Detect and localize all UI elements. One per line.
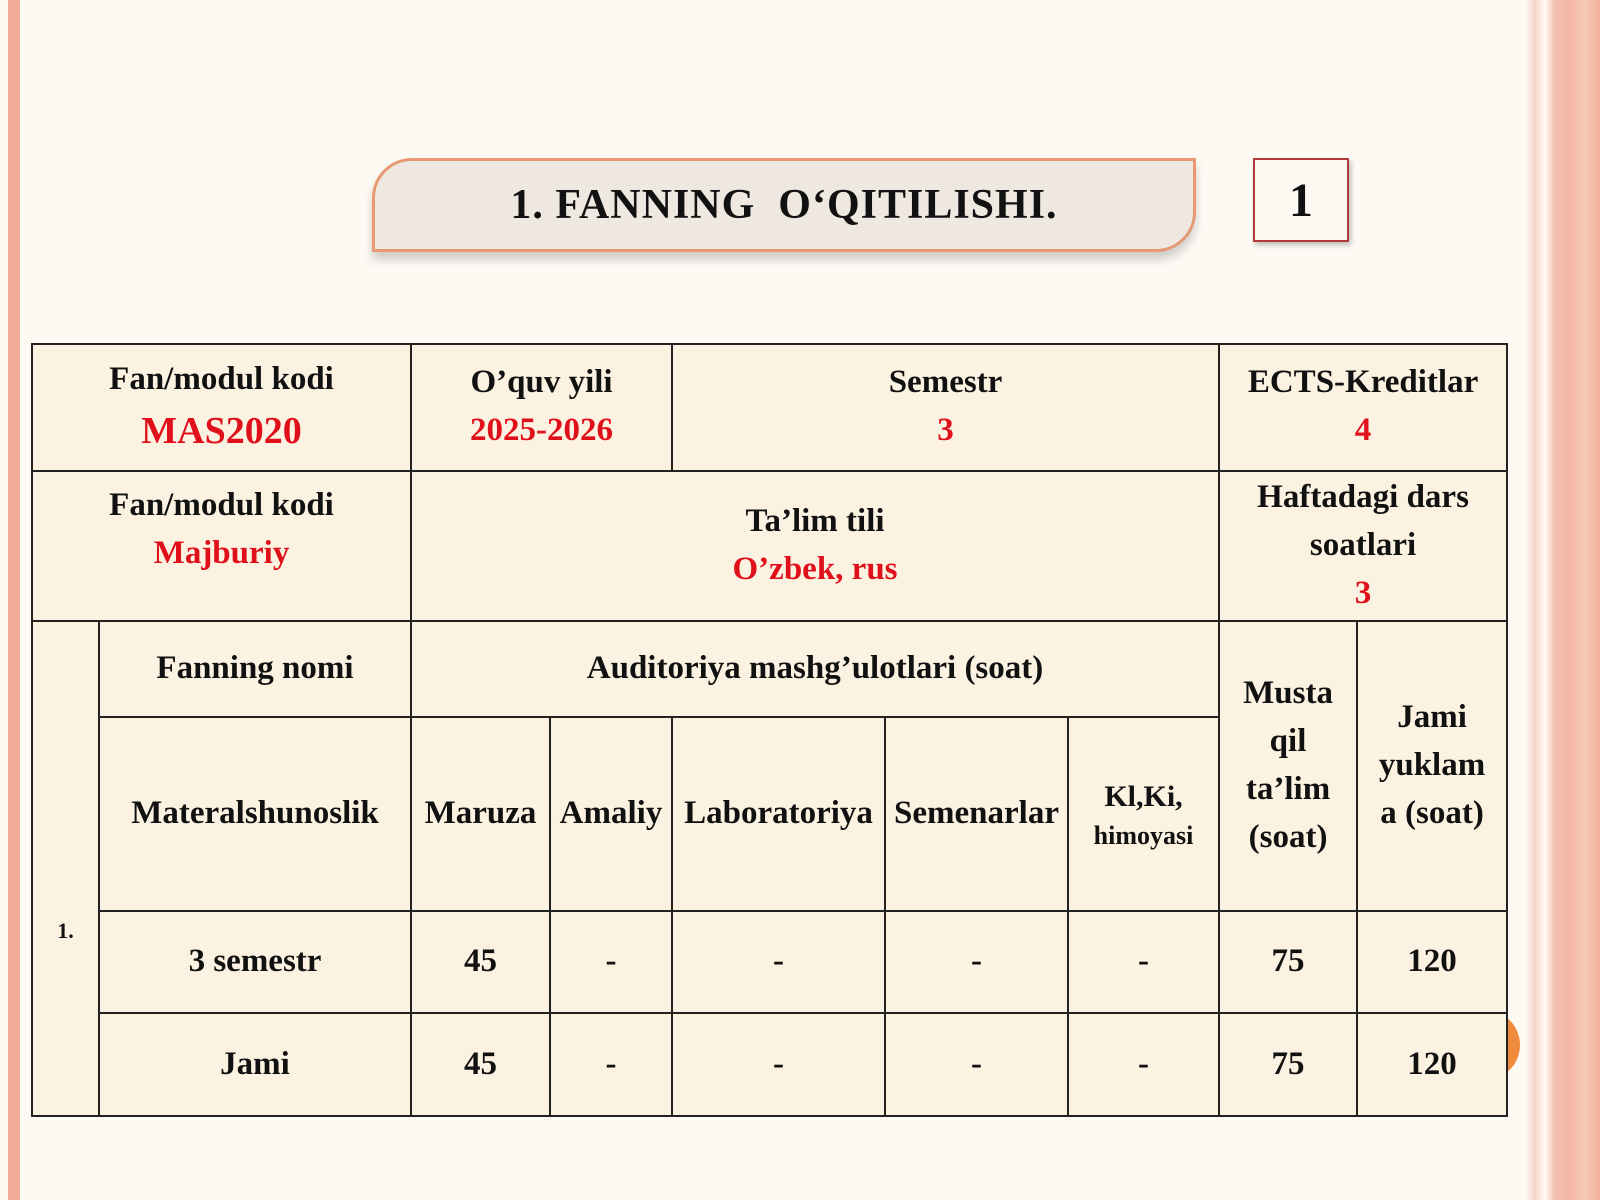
cell-kl	[1068, 1013, 1219, 1116]
left-accent-bar	[8, 0, 20, 1200]
row-name: 3 semestr	[188, 943, 322, 980]
cell-academic-year	[411, 344, 672, 471]
independent-value: 75	[1271, 1045, 1305, 1082]
total-value: 120	[1407, 943, 1457, 980]
cell-auditorium-header	[411, 621, 1219, 716]
laboratory-value: -	[773, 1045, 785, 1082]
practical-value: -	[605, 943, 617, 980]
cell-ects-credits	[1219, 344, 1507, 471]
row-name: Jami	[220, 1045, 290, 1082]
cell-subject-name-header	[99, 621, 411, 716]
independent-study-line3: ta’lim	[1245, 771, 1331, 808]
total-value: 120	[1407, 1045, 1457, 1082]
page-number: 1	[1289, 173, 1313, 227]
module-code-value: MAS2020	[141, 409, 302, 452]
cell-independent	[1219, 1013, 1357, 1116]
ects-label: ECTS-Kreditlar	[1247, 364, 1479, 401]
kl-value: -	[1138, 943, 1150, 980]
cell-practical	[550, 911, 672, 1014]
cell-weekly-hours	[1219, 471, 1507, 622]
section-number: 1.	[57, 917, 74, 943]
weekly-hours-value: 3	[1354, 574, 1372, 611]
cell-laboratory-header	[672, 717, 885, 911]
cell-independent-study-header	[1219, 621, 1357, 910]
kl-value: -	[1138, 1045, 1150, 1082]
module-code-label: Fan/modul kodi	[109, 360, 334, 397]
cell-seminars	[885, 911, 1068, 1014]
cell-lecture	[411, 1013, 550, 1116]
practical-header: Amaliy	[559, 795, 663, 831]
cell-module-type	[32, 471, 411, 622]
academic-year-value: 2025-2026	[470, 412, 614, 449]
cell-lecture-header	[411, 717, 550, 911]
lecture-value: 45	[464, 1045, 498, 1082]
semester-value: 3	[937, 412, 954, 449]
cell-module-code	[32, 344, 411, 471]
cell-total	[1357, 1013, 1507, 1116]
seminars-value: -	[971, 943, 983, 980]
module-type-label: Fan/modul kodi	[109, 486, 334, 523]
cell-independent	[1219, 911, 1357, 1014]
language-label: Ta’lim tili	[745, 503, 885, 540]
cell-semester	[672, 344, 1219, 471]
weekly-hours-label-line2: soatlari	[1309, 527, 1417, 564]
right-decorative-stripes	[1525, 0, 1600, 1200]
slide-title-text: 1. FANNING O‘QITILISHI.	[510, 182, 1058, 228]
cell-lecture	[411, 911, 550, 1014]
ects-value: 4	[1354, 412, 1372, 449]
cell-row-name	[99, 911, 411, 1014]
lecture-header: Maruza	[424, 795, 537, 831]
subject-name-header: Fanning nomi	[156, 650, 354, 687]
page-number-box	[1253, 158, 1349, 242]
independent-value: 75	[1271, 943, 1305, 980]
table-row	[32, 911, 1507, 1014]
lecture-value: 45	[464, 943, 498, 980]
total-load-line1: Jami	[1397, 699, 1467, 736]
kl-header-line1: Kl,Ki,	[1104, 780, 1183, 814]
laboratory-value: -	[773, 943, 785, 980]
cell-practical	[550, 1013, 672, 1116]
independent-study-line4: (soat)	[1248, 819, 1328, 856]
total-load-line2: yuklam	[1378, 747, 1486, 784]
slide-title	[372, 158, 1196, 252]
cell-total-load-header	[1357, 621, 1507, 910]
weekly-hours-label-line1: Haftadagi dars	[1257, 479, 1469, 516]
total-load-line3: a (soat)	[1380, 795, 1484, 832]
independent-study-line2: qil	[1269, 723, 1307, 760]
seminars-value: -	[971, 1045, 983, 1082]
auditorium-header: Auditoriya mashg’ulotlari (soat)	[586, 650, 1044, 687]
laboratory-header: Laboratoriya	[684, 795, 873, 831]
subject-name: Materalshunoslik	[131, 795, 379, 831]
cell-total	[1357, 911, 1507, 1014]
independent-study-line1: Musta	[1243, 675, 1333, 712]
cell-laboratory	[672, 911, 885, 1014]
cell-row-name	[99, 1013, 411, 1116]
practical-value: -	[605, 1045, 617, 1082]
table-row	[32, 1013, 1507, 1116]
cell-kl	[1068, 911, 1219, 1014]
cell-language	[411, 471, 1219, 622]
cell-practical-header	[550, 717, 672, 911]
semester-label: Semestr	[888, 364, 1003, 401]
cell-section-number	[32, 621, 99, 1116]
seminars-header: Semenarlar	[894, 795, 1059, 831]
table-row-header	[32, 621, 1507, 716]
cell-subject-name	[99, 717, 411, 911]
course-info-table	[31, 343, 1508, 1117]
table-row-type-language	[32, 471, 1507, 622]
cell-kl-header	[1068, 717, 1219, 911]
cell-seminars	[885, 1013, 1068, 1116]
cell-laboratory	[672, 1013, 885, 1116]
language-value: O’zbek, rus	[732, 551, 898, 588]
cell-seminars-header	[885, 717, 1068, 911]
kl-header-line2: himoyasi	[1093, 820, 1194, 850]
module-type-value: Majburiy	[153, 534, 290, 571]
table-row-codes	[32, 344, 1507, 471]
academic-year-label: O’quv yili	[470, 364, 613, 401]
